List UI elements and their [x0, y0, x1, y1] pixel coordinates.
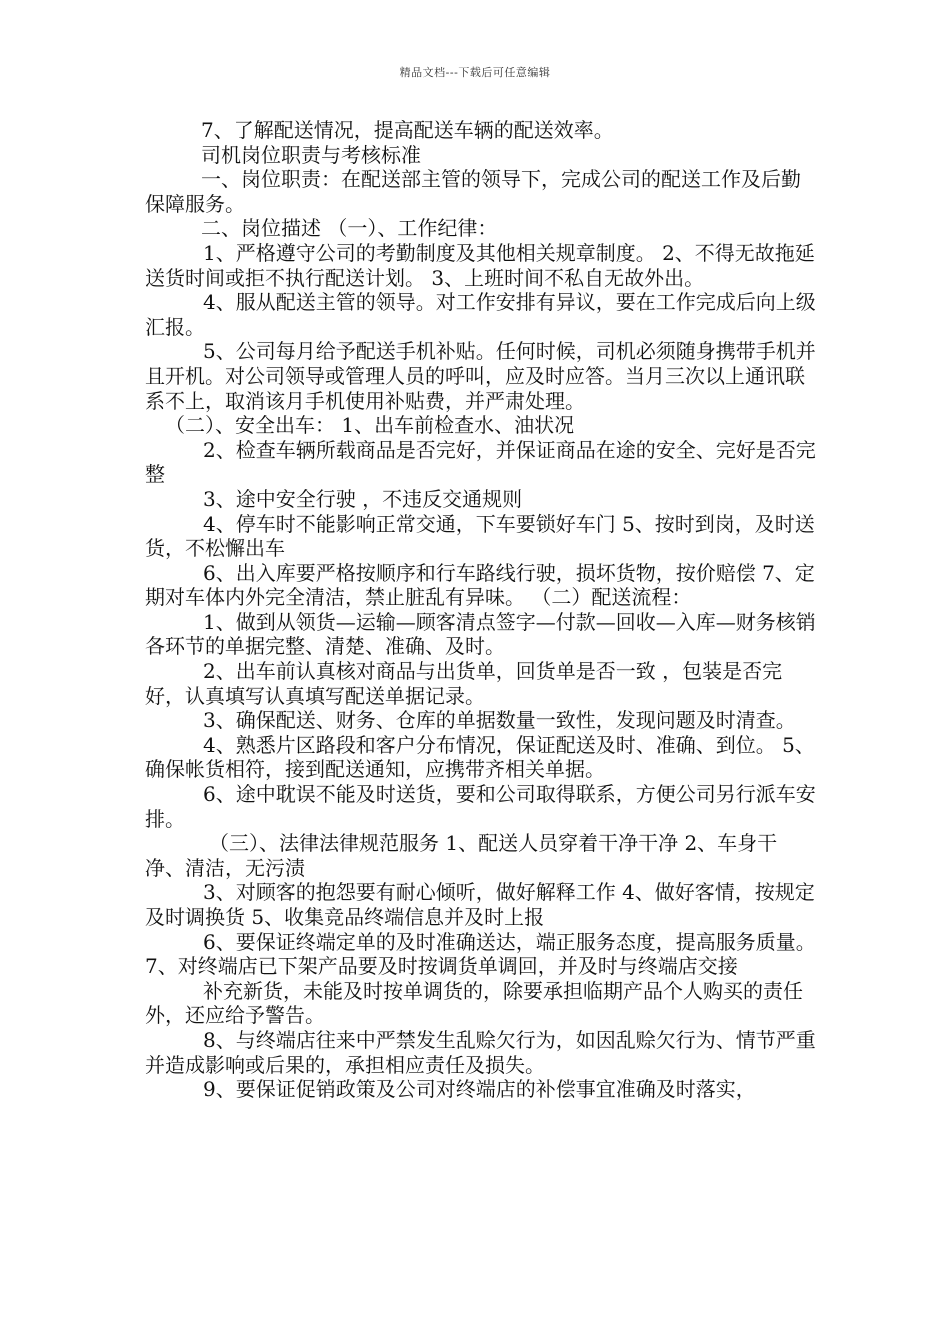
paragraph: 8、与终端店往来中严禁发生乱赊欠行为，如因乱赊欠行为、情节严重并造成影响或后果的，承担相应责任及损失。	[145, 1027, 816, 1077]
paragraph: 4、熟悉片区路段和客户分布情况，保证配送及时、准确、到位。 5、确保帐货相符，接到配送通知，应携带齐相关单据。	[145, 732, 815, 782]
paragraph: 二、岗位描述 （一）、工作纪律：	[201, 216, 498, 241]
paragraph: 6、途中耽误不能及时送货，要和公司取得联系，方便公司另行派车安排。	[145, 782, 816, 831]
paragraph: 3、对顾客的抱怨要有耐心倾听，做好解释工作 4、做好客情，按规定及时调换货 5、收集竞品终端信息并及时上报	[145, 880, 815, 929]
paragraph: 2、检查车辆所载商品是否完好，并保证商品在途的安全、完好是否完整	[145, 437, 816, 487]
paragraph: 1、做到从领货—运输—顾客清点签字—付款—回收—入库—财务核销各环节的单据完整、清楚、准确、及时。	[145, 609, 816, 659]
paragraph: 1、严格遵守公司的考勤制度及其他相关规章制度。 2、不得无故拖延送货时间或拒不执行配送计划。 3、上班时间不私自无故外出。	[145, 240, 815, 290]
page-header: 精品文档---下载后可任意编辑	[399, 66, 551, 79]
paragraph: 6、要保证终端定单的及时准确送达，端正服务态度，提高服务质量。 7、对终端店已下架产品要及时按调货单调回，并及时与终端店交接	[145, 929, 823, 979]
paragraph: 一、岗位职责：在配送部主管的领导下，完成公司的配送工作及后勤保障服务。	[145, 167, 801, 216]
section-title: 司机岗位职责与考核标准	[201, 142, 421, 167]
paragraph: 4、停车时不能影响正常交通，下车要锁好车门 5、按时到岗，及时送货，不松懈出车	[145, 511, 815, 561]
paragraph: 补充新货，未能及时按单调货的，除要承担临期产品个人购买的责任外，还应给予警告。	[145, 978, 803, 1028]
paragraph: 5、公司每月给予配送手机补贴。任何时候，司机必须随身携带手机并且开机。对公司领导或管理人员的呼叫，应及时应答。当月三次以上通讯联系不上，取消该月手机使用补贴费，并严肃处理。	[145, 339, 816, 413]
paragraph: 2、出车前认真核对商品与出货单，回货单是否一致 ，包装是否完好，认真填写认真填写配送单据记录。	[145, 659, 783, 708]
paragraph: 3、确保配送、财务、仓库的单据数量一致性，发现问题及时清查。	[203, 708, 796, 733]
paragraph: 7、了解配送情况，提高配送车辆的配送效率。	[201, 118, 614, 142]
paragraph: 9、要保证促销政策及公司对终端店的补偿事宜准确及时落实，	[203, 1077, 756, 1102]
paragraph: （二）、安全出车： 1、出车前检查水、油状况	[165, 413, 575, 438]
paragraph: 3、途中安全行驶 ，不违反交通规则	[203, 486, 523, 511]
paragraph: （三）、法律法律规范服务 1、配送人员穿着干净干净 2、车身干净、清洁，无污渍	[145, 831, 778, 880]
paragraph: 6、出入库要严格按顺序和行车路线行驶，损坏货物，按价赔偿 7、定期对车体内外完全清洁，禁止脏乱有异味。 （二）配送流程：	[145, 560, 815, 610]
paragraph: 4、服从配送主管的领导。对工作安排有异议，要在工作完成后向上级汇报。	[145, 290, 816, 339]
document-body	[145, 118, 823, 1102]
